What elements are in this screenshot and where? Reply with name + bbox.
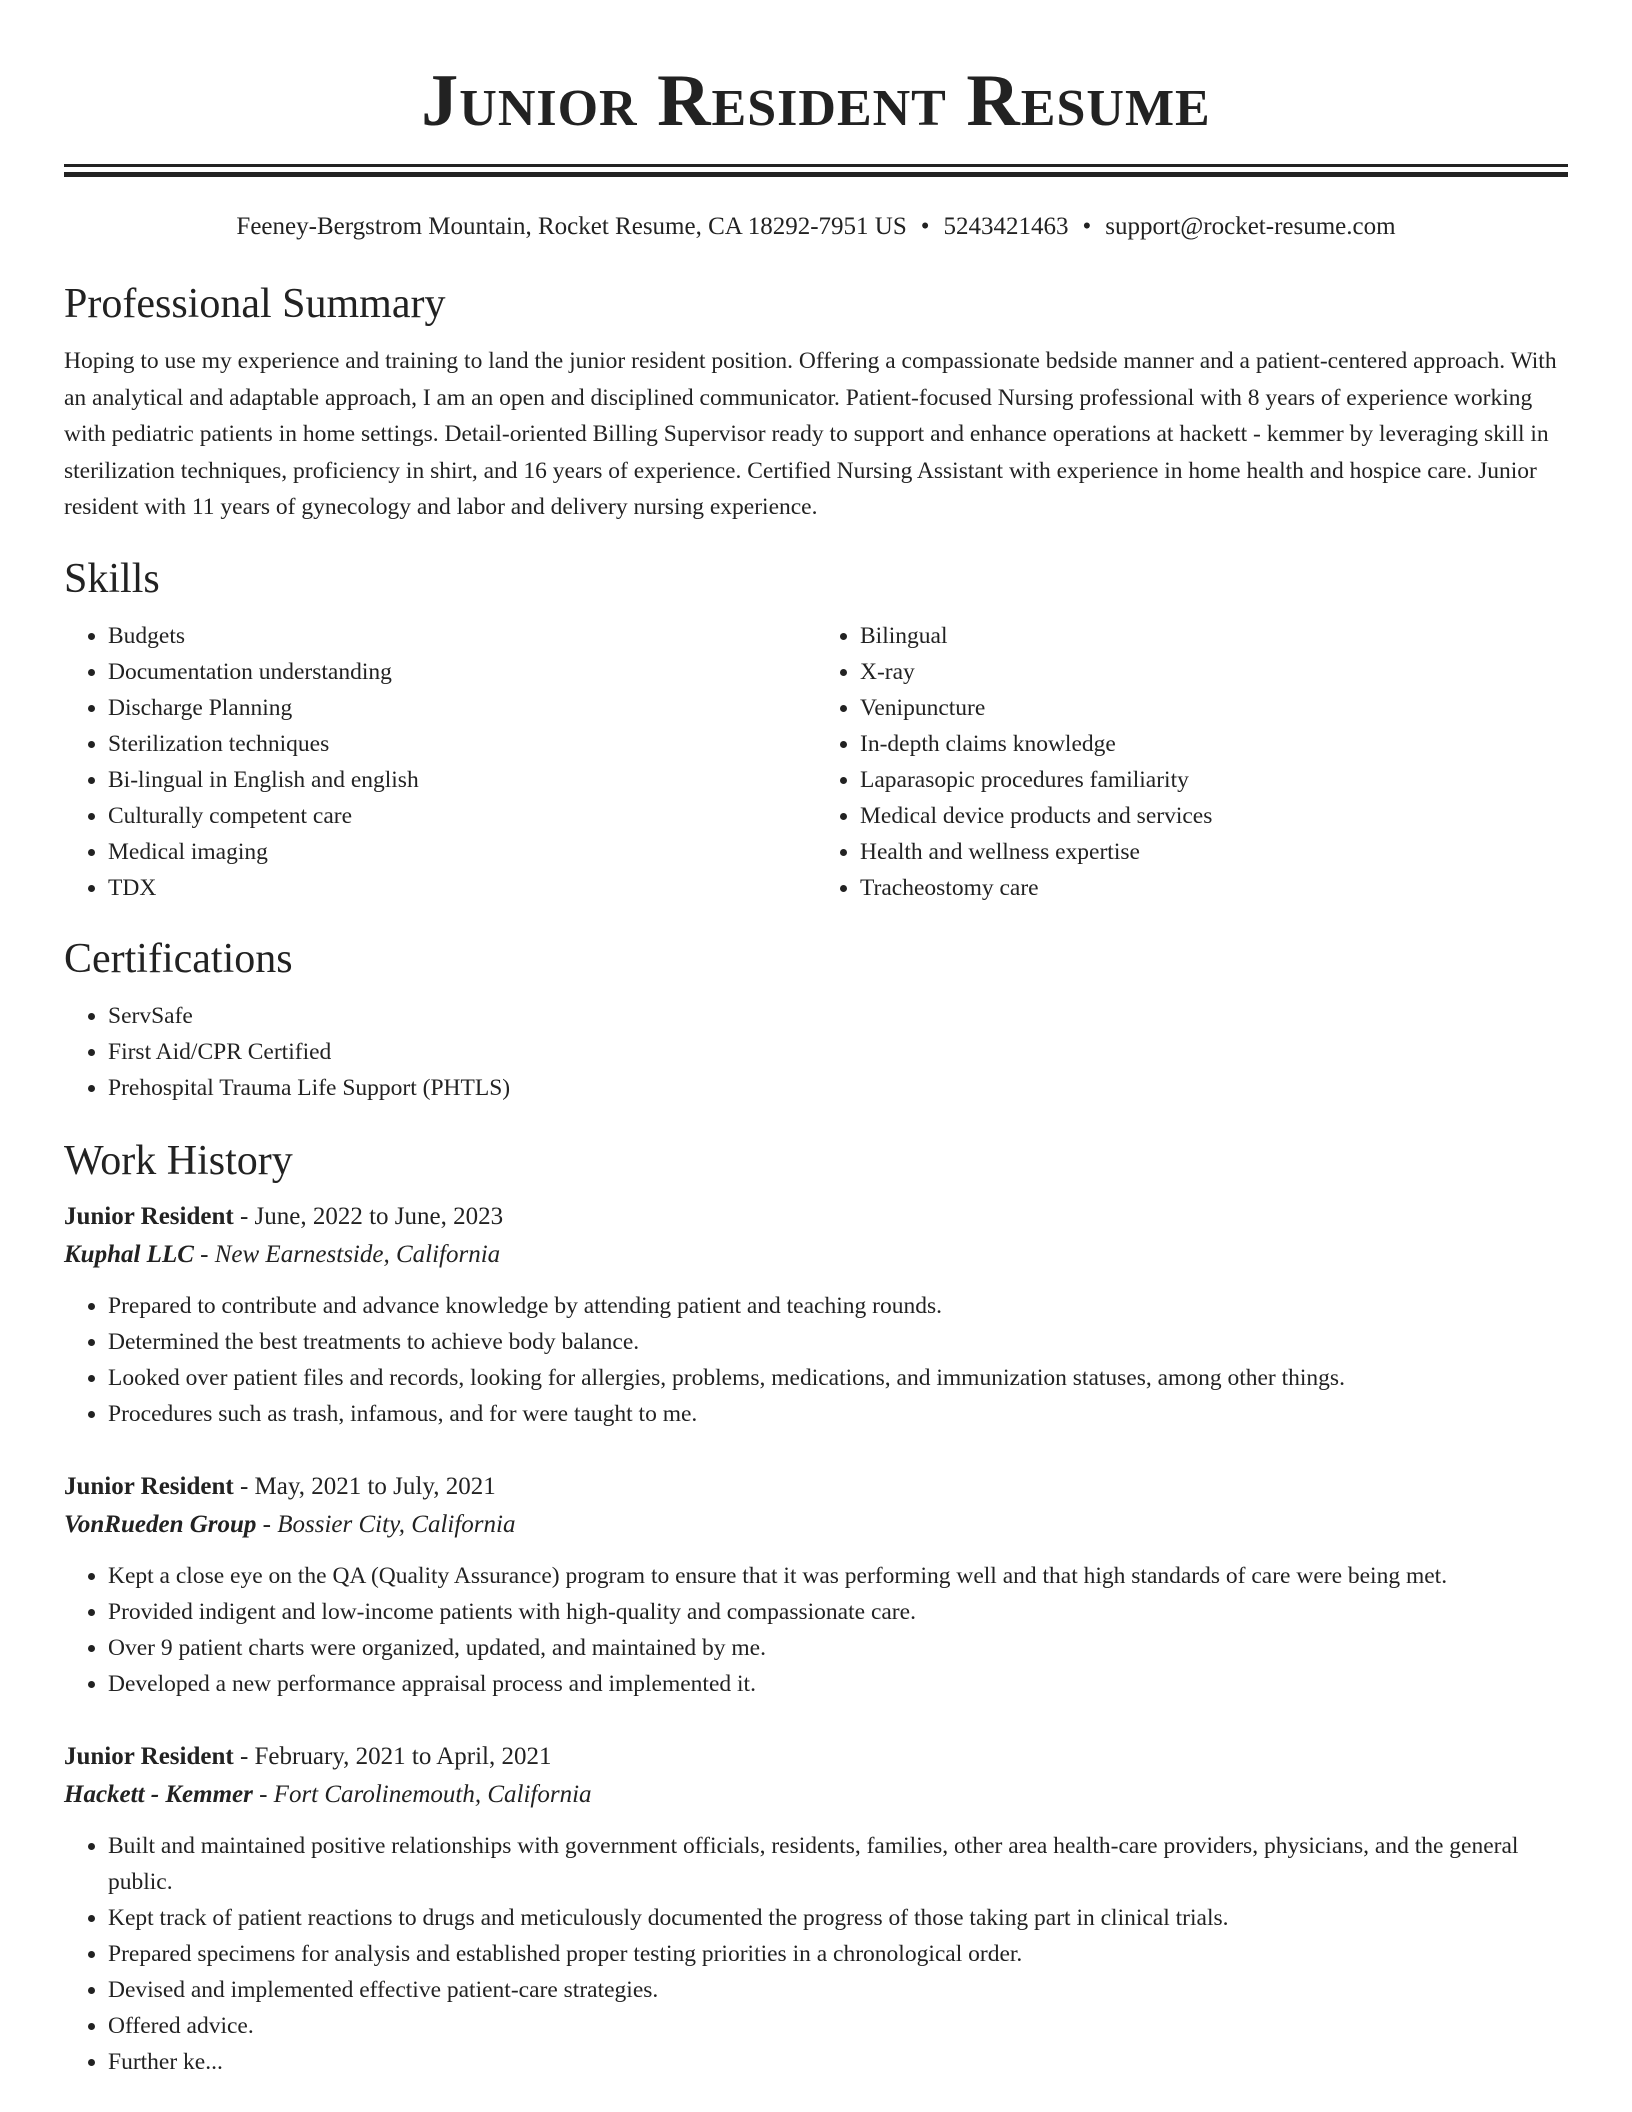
contact-phone: 5243421463 xyxy=(943,213,1069,240)
job-bullet: • Devised and implemented effective patient-care strategies. xyxy=(108,1972,1568,2008)
skill-item: • X-ray xyxy=(860,654,1568,690)
skills-list-left xyxy=(64,618,816,906)
job-title: Junior Resident xyxy=(64,1202,234,1230)
job-bullet: • Developed a new performance appraisal process and implemented it. xyxy=(108,1666,1568,1702)
job-dates: - February, 2021 to April, 2021 xyxy=(233,1742,552,1770)
job-bullet: • Kept track of patient reactions to drugs and meticulously documented the progress of those taking part in clinical trials. xyxy=(108,1900,1568,1936)
skill-item: • Bi-lingual in English and english xyxy=(108,762,816,798)
certifications-list xyxy=(64,998,1568,1106)
contact-separator: • xyxy=(1082,213,1092,240)
skill-item: • Health and wellness expertise xyxy=(860,834,1568,870)
job-title-line xyxy=(64,1738,1568,1776)
skill-item: • Medical imaging xyxy=(108,834,816,870)
certifications-section xyxy=(64,934,1568,1106)
certification-item: • Prehospital Trauma Life Support (PHTLS) xyxy=(108,1070,1568,1106)
contact-line xyxy=(64,211,1568,243)
skill-item: • TDX xyxy=(108,870,816,906)
skill-item: • In-depth claims knowledge xyxy=(860,726,1568,762)
job-dates: - May, 2021 to July, 2021 xyxy=(233,1472,496,1500)
job-company: Kuphal LLC xyxy=(64,1240,194,1268)
job-bullet: • Over 9 patient charts were organized, updated, and maintained by me. xyxy=(108,1630,1568,1666)
job-bullet: • Built and maintained positive relationships with government officials, residents, families, other area health-care providers, physicians, and the general public. xyxy=(108,1828,1568,1900)
job-bullet: • Kept a close eye on the QA (Quality Assurance) program to ensure that it was performing well and that high standards of care were being met. xyxy=(108,1558,1568,1594)
skills-list-right xyxy=(816,618,1568,906)
job-bullet: • Prepared to contribute and advance knowledge by attending patient and teaching rounds. xyxy=(108,1288,1568,1324)
summary-section xyxy=(64,279,1568,526)
job-bullet: • Prepared specimens for analysis and established proper testing priorities in a chronological order. xyxy=(108,1936,1568,1972)
certification-item: • First Aid/CPR Certified xyxy=(108,1034,1568,1070)
skill-item: • Bilingual xyxy=(860,618,1568,654)
contact-address: Feeney-Bergstrom Mountain, Rocket Resume, CA 18292-7951 US xyxy=(236,213,907,240)
contact-separator: • xyxy=(920,213,930,240)
job-dates: - June, 2022 to June, 2023 xyxy=(233,1202,504,1230)
job-title-line xyxy=(64,1198,1568,1236)
job-location: - Fort Carolinemouth, California xyxy=(252,1780,592,1808)
job-bullets xyxy=(64,1288,1568,1432)
summary-heading: Professional Summary xyxy=(64,281,446,327)
resume-title: Junior Resident Resume xyxy=(421,60,1211,142)
skill-item: • Documentation understanding xyxy=(108,654,816,690)
job-bullet: • Further ke... xyxy=(108,2044,1568,2080)
work-history-heading: Work History xyxy=(64,1137,293,1184)
job-entry xyxy=(64,1468,1568,1702)
job-bullet: • Looked over patient files and records, looking for allergies, problems, medications, and immunization statuses, among other things. xyxy=(108,1360,1568,1396)
job-title-line xyxy=(64,1468,1568,1506)
skills-heading: Skills xyxy=(64,555,160,602)
skill-item: • Budgets xyxy=(108,618,816,654)
skills-section xyxy=(64,554,1568,906)
skill-item: • Discharge Planning xyxy=(108,690,816,726)
job-company: Hackett - Kemmer xyxy=(64,1780,253,1808)
certification-item: • ServSafe xyxy=(108,998,1568,1034)
certifications-heading: Certifications xyxy=(64,935,293,982)
skill-item: • Tracheostomy care xyxy=(860,870,1568,906)
title-rule-top xyxy=(64,164,1568,167)
job-title: Junior Resident xyxy=(64,1472,234,1500)
job-bullets xyxy=(64,1558,1568,1702)
job-company: VonRueden Group xyxy=(64,1510,257,1538)
job-company-line xyxy=(64,1506,1568,1544)
job-company-line xyxy=(64,1776,1568,1814)
job-bullet: • Offered advice. xyxy=(108,2008,1568,2044)
job-company-line xyxy=(64,1236,1568,1274)
job-location: - Bossier City, California xyxy=(256,1510,516,1538)
skill-item: • Culturally competent care xyxy=(108,798,816,834)
job-bullets xyxy=(64,1828,1568,2080)
summary-text: Hoping to use my experience and training to land the junior resident position. Offering a compassionate bedside manner and a patient-centered approach. With an analytical and adaptable approach, I am an open and disciplined communicator. Patient-focused Nursing professional with 8 years of experience working with pediatric patients in home settings. Detail-oriented Billing Supervisor ready to support and enhance operations at hackett - kemmer by leveraging skill in sterilization techniques, proficiency in shirt, and 16 years of experience. Certified Nursing Assistant with experience in home health and hospice care. Junior resident with 11 years of gynecology and labor and delivery nursing experience. xyxy=(64,348,1557,520)
job-location: - New Earnestside, California xyxy=(193,1240,501,1268)
job-bullet: • Procedures such as trash, infamous, and for were taught to me. xyxy=(108,1396,1568,1432)
title-rule-bottom xyxy=(64,172,1568,177)
skills-columns xyxy=(64,618,1568,906)
contact-email: support@rocket-resume.com xyxy=(1105,213,1396,240)
skill-item: • Medical device products and services xyxy=(860,798,1568,834)
skill-item: • Sterilization techniques xyxy=(108,726,816,762)
skill-item: • Venipuncture xyxy=(860,690,1568,726)
work-history-section xyxy=(64,1136,1568,2080)
job-bullet: • Provided indigent and low-income patients with high-quality and compassionate care. xyxy=(108,1594,1568,1630)
job-bullet: • Determined the best treatments to achieve body balance. xyxy=(108,1324,1568,1360)
job-entry xyxy=(64,1738,1568,2080)
skill-item: • Laparasopic procedures familiarity xyxy=(860,762,1568,798)
job-entry xyxy=(64,1198,1568,1432)
job-title: Junior Resident xyxy=(64,1742,234,1770)
